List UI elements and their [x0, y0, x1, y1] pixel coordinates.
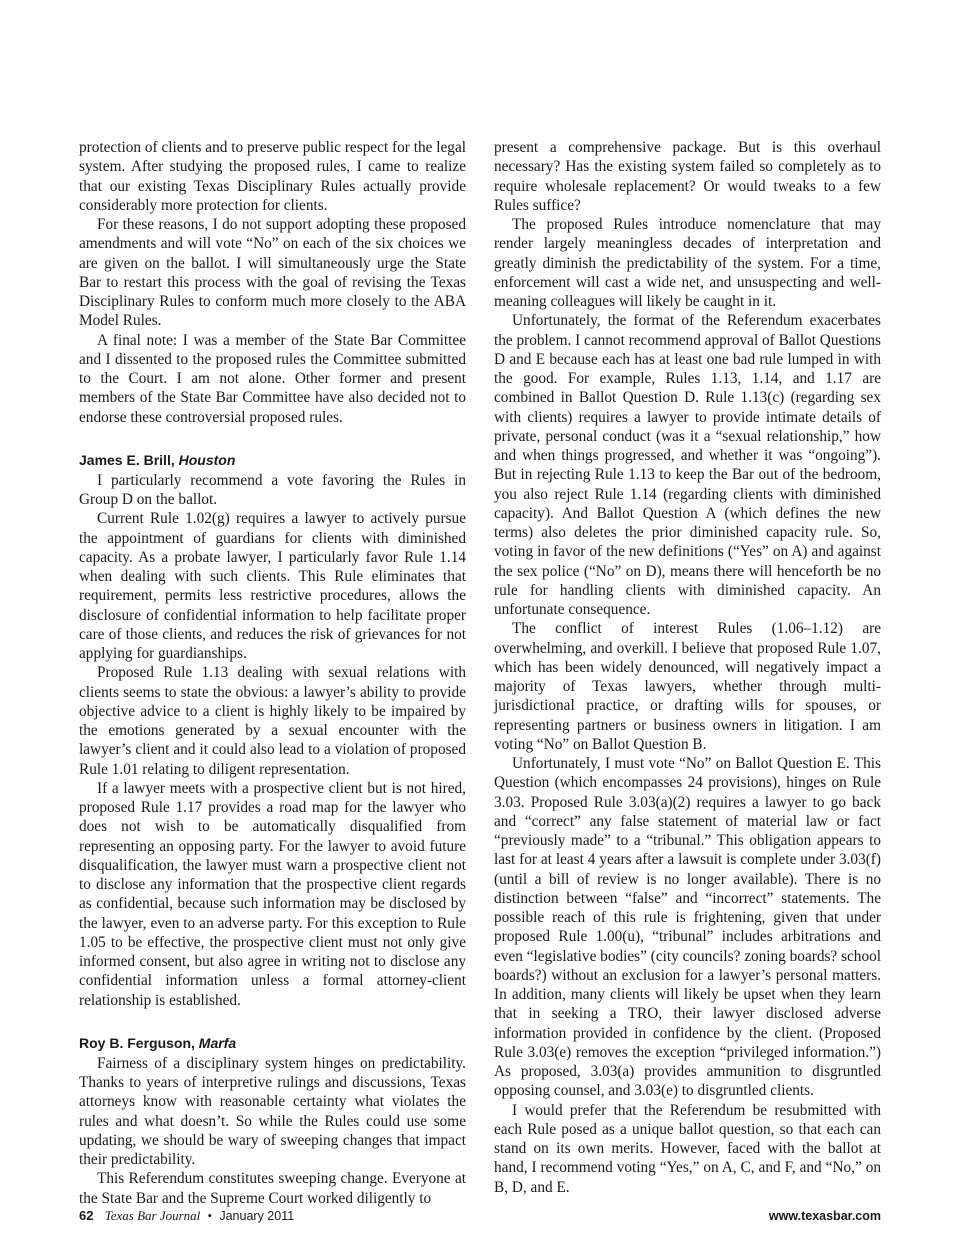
paragraph: Unfortunately, the format of the Referendum exacerbates the problem. I cannot recommend approval of Ballot Questions D and E because each has at least one bad rule lumped in with the good. For example, Rules 1.13, 1.14, and 1.17 are combined in Ballot Question D. Rule 1.13(c) (regarding sex with clients) requires a lawyer to provide intimate details of private, personal conduct (was it a “sexual relationship,” how and when things progressed, and whether it was “ongoing”). But in rejecting Rule 1.13 to keep the Bar out of the bedroom, you also reject Rule 1.14 (regarding clients with diminished capacity). And Ballot Question A (which defines the new terms) also deletes the prior diminished capacity rule. So, voting in favor of the new definitions (“Yes” on A) and against the sex police (“No” on D), means there will henceforth be no rule for handling clients with diminished capacity. An unfortunate consequence.: [494, 312, 881, 618]
paragraph: If a lawyer meets with a prospective client but is not hired, proposed Rule 1.17 provides a road map for the lawyer who does not wish to be automatically disqualified from representing an opposing party. For the lawyer to avoid future disqualification, the lawyer must warn a prospective client not to disclose any information that the prospective client regards as confidential, because such information may be disclosed by the lawyer, even to an adverse party. For this exception to Rule 1.05 to be effective, the prospective client must not only give informed consent, but also agree in writing not to disclose any confidential information unless a formal attorney-client relationship is established.: [79, 779, 466, 1009]
paragraph: For these reasons, I do not support adopting these proposed amendments and will vote “No” on each of the six choices we are given on the ballot. I will simultaneously urge the State Bar to restart this process with the goal of revising the Texas Disciplinary Rules to conform much more closely to the ABA Model Rules.: [79, 216, 466, 330]
paragraph: A final note: I was a member of the State Bar Committee and I dissented to the proposed rules the Committee submitted to the Court. I am not alone. Other former and present members of the State Bar Committee have also decided not to endorse these controversial proposed rules.: [79, 331, 466, 426]
paragraph: This Referendum constitutes sweeping change. Everyone at the State Bar and the Supreme Court worked diligently to: [79, 1170, 466, 1207]
author-heading-brill: [79, 451, 466, 470]
author-city: Marfa: [198, 1034, 237, 1051]
author-name: Roy B. Ferguson,: [79, 1034, 195, 1051]
paragraph: I would prefer that the Referendum be resubmitted with each Rule posed as a unique ballot question, so that each can stand on its own merits. However, faced with the ballot at hand, I recommend voting “Yes,” on A, C, and F, and “No,” on B, D, and E.: [494, 1101, 881, 1196]
author-city: Houston: [178, 451, 236, 468]
page-footer: [79, 1206, 881, 1226]
paragraph: Fairness of a disciplinary system hinges on predictability. Thanks to years of interpretive rulings and discussions, Texas attorneys know with reasonable certainty what violates the rules and what doesn’t. So while the Rules could use some updating, we should be wary of sweeping changes that impact their predictability.: [79, 1054, 466, 1168]
website-url: www.texasbar.com: [768, 1209, 881, 1223]
author-heading-ferguson: [79, 1034, 466, 1053]
issue-date: January 2011: [219, 1209, 295, 1223]
footer-bullet: •: [207, 1208, 213, 1223]
paragraph: Unfortunately, I must vote “No” on Ballot Question E. This Question (which encompasses 24 provisions), hinges on Rule 3.03. Proposed Rule 3.03(a)(2) requires a lawyer to go back and “correct” any false statement of material law or fact “previously made” to a “tribunal.” This obligation appears to last for at least 4 years after a lawsuit is complete under 3.03(f) (until a bill of review is no longer available). There is no distinction between “false” and “incorrect” statements. The possible reach of this rule is frightening, given that under proposed Rule 1.00(u), “tribunal” includes arbitrations and even “legislative bodies” (city councils? zoning boards? school boards?) without an exclusion for a lawyer’s personal matters. In addition, many clients will likely be upset when they learn that in seeking a TRO, their lawyer disclosed adverse information provided in confidence by the client. (Proposed Rule 3.03(e) removes the exception “privileged information.”) As proposed, 3.03(a) provides ammunition to disgruntled opposing counsel, and 3.03(e) to disgruntled clients.: [494, 755, 881, 1100]
footer-credit: [79, 1206, 294, 1226]
paragraph: present a comprehensive package. But is this overhaul necessary? Has the existing system failed so completely as to require wholesale replacement? Or would tweaks to a few Rules suffice?: [494, 139, 881, 214]
paragraph: Current Rule 1.02(g) requires a lawyer to actively pursue the appointment of guardians for clients with diminished capacity. As a probate lawyer, I particularly favor Rule 1.14 when dealing with such clients. This Rule eliminates that requirement, permits less restrictive procedures, allows the disclosure of confidential information to help facilitate proper care of those clients, and reduces the risk of grievances for not applying for guardianships.: [79, 510, 466, 662]
paragraph: The proposed Rules introduce nomenclature that may render largely meaningless decades of interpretation and greatly diminish the predictability of the system. For a time, enforcement will cast a wide net, and unsuspecting and well-meaning colleagues will likely be caught in it.: [494, 216, 881, 310]
author-name: James E. Brill,: [79, 451, 175, 468]
paragraph: I particularly recommend a vote favoring the Rules in Group D on the ballot.: [79, 471, 466, 508]
paragraph: The conflict of interest Rules (1.06–1.12) are overwhelming, and overkill. I believe that proposed Rule 1.07, which has been widely denounced, will negatively impact a majority of Texas lawyers, whether through multi-jurisdictional practice, or drafting wills for spouses, or representing partners or business owners in litigation. I am voting “No” on Ballot Question B.: [494, 620, 881, 753]
paragraph: Proposed Rule 1.13 dealing with sexual relations with clients seems to state the obvious: a lawyer’s ability to provide objective advice to a client is highly likely to be impaired by the emotions generated by a sexual encounter with the lawyer’s client and it could also lead to a violation of proposed Rule 1.01 relating to diligent representation.: [79, 664, 466, 778]
right-column: [494, 138, 881, 1197]
page-number: 62: [79, 1208, 94, 1223]
left-column: [79, 138, 466, 1208]
journal-title: Texas Bar Journal: [104, 1208, 201, 1223]
paragraph: protection of clients and to preserve public respect for the legal system. After studying the proposed rules, I came to realize that our existing Texas Disciplinary Rules actually provide considerably more protection for clients.: [79, 139, 466, 214]
